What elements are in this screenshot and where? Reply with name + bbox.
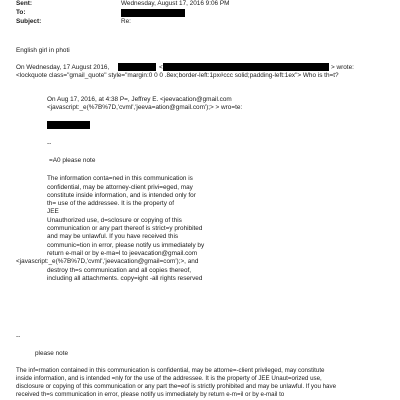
subject-label: Subject: xyxy=(16,18,42,25)
quoted-intro-1: On Aug 17, 2016, at 4:38 P=, Jeffrey E. <jeevacation@gmail.com xyxy=(47,96,232,103)
subject-value: Re: xyxy=(121,18,131,25)
sent-label: Sent: xyxy=(16,0,32,7)
please-note-2: please note xyxy=(35,350,69,357)
sent-value: Wednesday, August 17, 2016 9:06 PM xyxy=(121,0,230,7)
redaction-sender-name xyxy=(118,63,156,71)
dashes-2: -- xyxy=(16,333,21,340)
reply-intro-start: On Wednesday, 17 August 2016, xyxy=(16,64,110,71)
quoted-intro-2: <javascript:_e(%7B%7D,'cvml','jeeva=ation@gmail.com');> > wro=te: xyxy=(47,104,243,111)
body-line-1: English girl in photi xyxy=(16,47,70,54)
please-note-1: =A0 please note xyxy=(49,157,96,164)
redaction-sender-email xyxy=(163,63,329,71)
notice-line-1: The information conta=ned in this communication is xyxy=(47,175,193,182)
bottom-notice-line-3: disclosure or copying of this communication or any part the=eof is strictly prohibited and may be unlawful. If you have xyxy=(16,383,337,390)
notice-line-9: communic=tion in error, please notify us immediately by xyxy=(47,242,205,249)
notice-line-7: communication or any part thereof is strict=y prohibited xyxy=(47,225,203,232)
redaction-to xyxy=(121,9,185,17)
notice-line-2: confidential, may be attorney-client privi=eged, may xyxy=(47,184,193,191)
email-document: Sent: Wednesday, August 17, 2016 9:06 PM To: Subject: Re: English girl in photi On Wednesday, 17 August 2016, < > wrote: <lockquote class="gmail_quote" style="margin:0 0 0 .8ex;border-left:1px#ccc solid;padding-left:1ex"> Who is th=t? On Aug 17, 2016, at 4:38 P=, Jeffrey E. <jeevacation@gmail.com <javascript:_e(%7B%7D,'cvml','jeeva=ation@gmail.com');> > wro=te: -- =A0 please note The information conta=ned in this communication is confidential, may be attorney-client privi=eged, may constitute inside information, and is intended only for th= use of the addressee. It is the property of JEE Unauthorized use, d=sclosure or copying of this communication or any part thereof is strict=y prohibited and may be unlawful. If you have received this communic=tion in error, please notify us immediately by return e-mail or by e-ma=l to jeevacation@gmail.com <javascript:_e(%7B%7D,'cvml','jeevacation@gmail=com');>, and destroy th=s communication and all copies thereof, including all attachments. copy=ight -all rights reserved -- please note The inf=rmation contained in this communication is confidential, may be attorne=-client privileged, may constitute inside information, and is intended =nly for the use of the addressee. It is the property of JEE Unaut=orized use, disclosure or copying of this communication or any part the=eof is strictly prohibited and may be unlawful. If you have received th=s communication in error, please notify us immediately by return e-m=il or by e-mail to xyxy=(16,0,354,398)
reply-intro-end: > wrote: xyxy=(331,64,354,71)
notice-line-13: including all attachments. copy=ight -all rights reserved xyxy=(47,275,203,282)
redaction-signature xyxy=(47,121,90,129)
bottom-notice-line-1: The inf=rmation contained in this communication is confidential, may be attorne=-client privileged, may constitute xyxy=(16,367,325,374)
lockquote-line: <lockquote class="gmail_quote" style="margin:0 0 0 .8ex;border-left:1px#ccc solid;padding-left:1ex"> Who is th=t? xyxy=(16,72,339,79)
to-label: To: xyxy=(16,9,26,16)
bottom-notice-line-4: received th=s communication in error, please notify us immediately by return e-m=il or by e-mail to xyxy=(16,391,285,398)
notice-line-11: <javascript:_e(%7B%7D,'cvml','jeevacation@gmail=com');>, and xyxy=(16,258,199,265)
notice-line-10: return e-mail or by e-ma=l to jeevacation@gmail.com xyxy=(47,250,198,257)
notice-line-3: constitute inside information, and is intended only for xyxy=(47,192,196,199)
dashes-1: -- xyxy=(47,140,52,147)
notice-line-6: Unauthorized use, d=sclosure or copying of this xyxy=(47,217,182,224)
notice-line-5: JEE xyxy=(47,208,59,215)
notice-line-4: th= use of the addressee. It is the property of xyxy=(47,200,175,207)
bottom-notice-line-2: inside information, and is intended =nly for the use of the addressee. It is the property of JEE Unaut=orized use, xyxy=(16,375,322,382)
notice-line-12: destroy th=s communication and all copies thereof, xyxy=(47,267,192,274)
notice-line-8: and may be unlawful. If you have received this xyxy=(47,233,179,240)
